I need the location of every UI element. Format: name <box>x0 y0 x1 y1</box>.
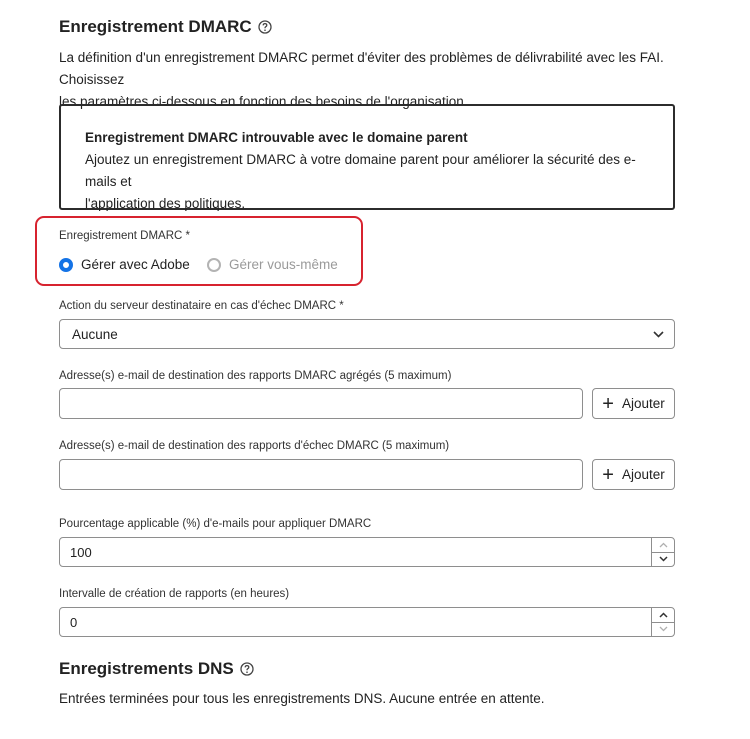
alert-body-line: l'application des politiques. <box>85 196 246 211</box>
interval-number-field[interactable] <box>59 607 675 637</box>
plus-icon: + <box>602 392 614 415</box>
radio-label-adobe: Gérer avec Adobe <box>81 257 190 272</box>
aggregate-email-value <box>60 389 582 418</box>
dmarc-description-line: les paramètres ci-dessous en fonction des besoins de l'organisation. <box>59 94 468 109</box>
radio-unselected-icon[interactable] <box>207 258 221 272</box>
dmarc-record-label <box>59 230 190 242</box>
increment-button[interactable] <box>652 608 674 622</box>
chevron-down-icon <box>653 331 664 338</box>
failure-email-value <box>60 460 582 489</box>
percentage-number-field[interactable] <box>59 537 675 567</box>
chevron-up-icon <box>659 542 668 548</box>
decrement-button[interactable] <box>652 552 674 567</box>
radio-label-self: Gérer vous-même <box>229 257 338 272</box>
chevron-up-icon <box>659 612 668 618</box>
dmarc-section-title <box>59 17 272 37</box>
alert-body <box>85 149 651 215</box>
interval-label: Intervalle de création de rapports (en heures) <box>59 588 290 600</box>
decrement-button[interactable] <box>652 622 674 637</box>
dmarc-alert <box>59 104 675 210</box>
chevron-down-icon <box>659 626 668 632</box>
interval-stepper <box>651 608 674 636</box>
add-button-label: Ajouter <box>621 396 665 411</box>
alert-title: Enregistrement DMARC introuvable avec le domaine parent <box>85 130 468 145</box>
alert-body-line: Ajoutez un enregistrement DMARC à votre domaine parent pour améliorer la sécurité des e-mails et <box>85 152 636 189</box>
help-icon[interactable] <box>240 662 254 676</box>
percentage-stepper <box>651 538 674 566</box>
aggregate-add-button[interactable] <box>592 388 675 419</box>
highlight-frame <box>35 216 363 286</box>
action-select[interactable] <box>59 319 675 349</box>
action-label <box>59 300 344 312</box>
dmarc-title-text: Enregistrement DMARC <box>59 17 252 36</box>
percentage-value: 100 <box>70 544 92 560</box>
failure-label: Adresse(s) e-mail de destination des rapports d'échec DMARC (5 maximum) <box>59 440 450 452</box>
plus-icon: + <box>602 463 614 486</box>
dmarc-description-line: La définition d'un enregistrement DMARC permet d'éviter des problèmes de délivrabilité avec les FAI. Choisissez <box>59 50 664 87</box>
action-label-text: Action du serveur destinataire en cas d'échec DMARC <box>59 300 337 312</box>
interval-value: 0 <box>70 614 78 630</box>
percentage-label: Pourcentage applicable (%) d'e-mails pour appliquer DMARC <box>59 518 372 530</box>
dmarc-record-label-text: Enregistrement DMARC <box>59 230 183 242</box>
dns-title-text: Enregistrements DNS <box>59 659 234 678</box>
required-mark: * <box>339 300 344 312</box>
help-icon[interactable] <box>258 20 272 34</box>
add-button-label: Ajouter <box>621 467 665 482</box>
radio-selected-icon[interactable] <box>59 258 73 272</box>
radio-manage-adobe[interactable] <box>59 257 190 272</box>
failure-email-input[interactable] <box>59 459 583 490</box>
aggregate-email-input[interactable] <box>59 388 583 419</box>
failure-add-button[interactable] <box>592 459 675 490</box>
dns-section-title <box>59 659 254 679</box>
required-mark: * <box>185 230 191 242</box>
increment-button[interactable] <box>652 538 674 552</box>
chevron-down-icon <box>659 556 668 562</box>
radio-manage-self[interactable] <box>207 257 338 272</box>
dns-description: Entrées terminées pour tous les enregistrements DNS. Aucune entrée en attente. <box>59 691 545 706</box>
aggregate-label: Adresse(s) e-mail de destination des rapports DMARC agrégés (5 maximum) <box>59 370 452 382</box>
action-select-value: Aucune <box>72 326 118 342</box>
